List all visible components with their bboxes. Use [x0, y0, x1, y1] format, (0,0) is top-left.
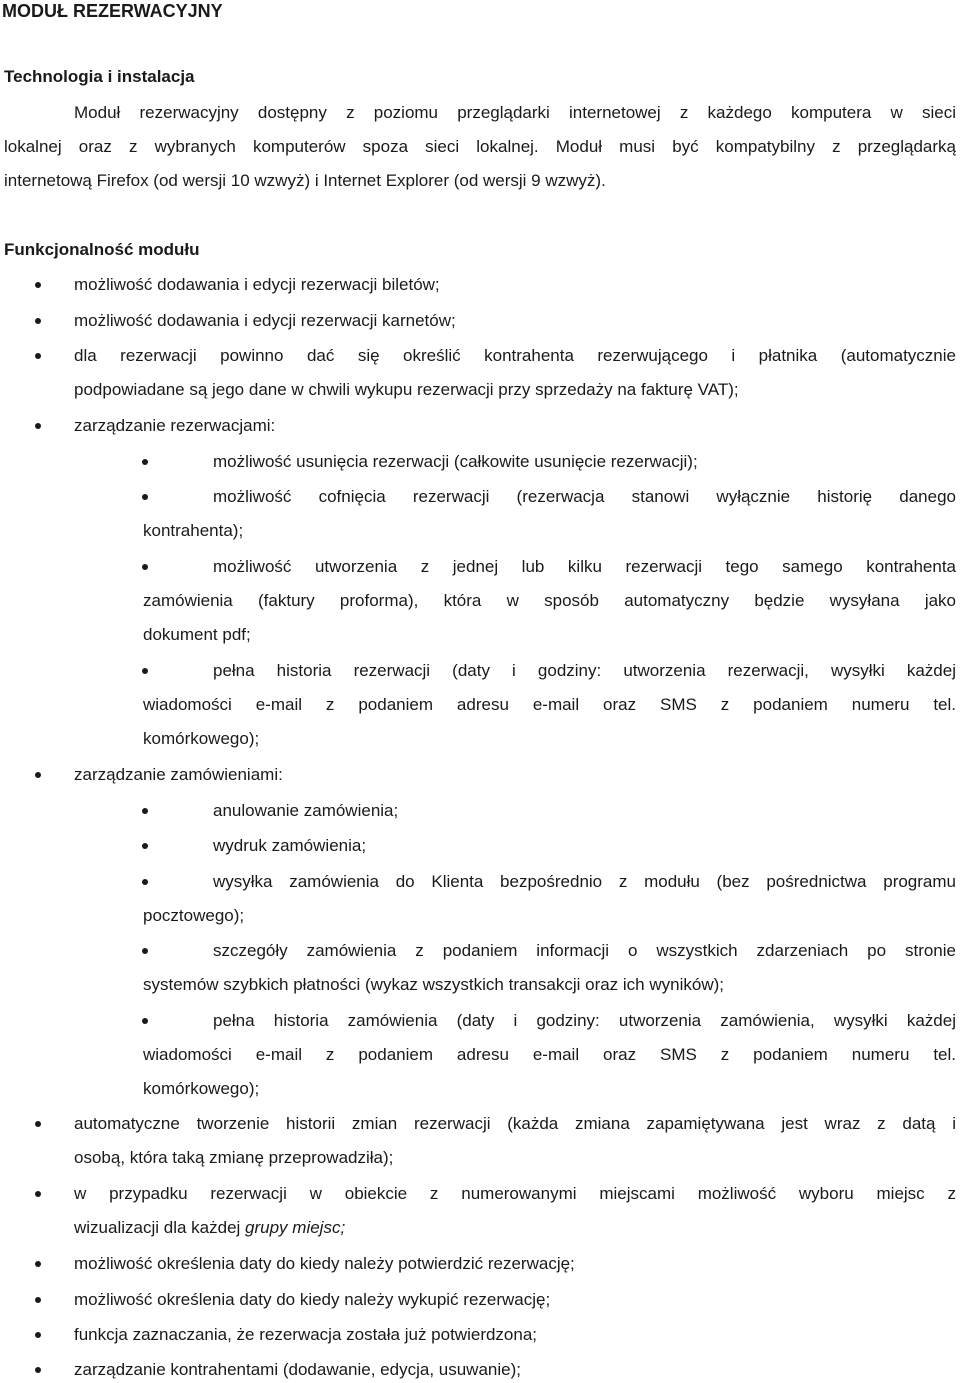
bullet-icon — [35, 282, 41, 288]
bullet-icon — [142, 808, 148, 814]
sublist-item-line: komórkowego); — [143, 1079, 260, 1098]
sublist-item-line: kontrahenta); — [143, 521, 244, 540]
list-item-line: zarządzanie zamówieniami: — [74, 765, 283, 784]
list-item-line: dla rezerwacji powinno dać się określić kontrahenta rezerwującego i płatnika (automatycznie — [74, 346, 956, 365]
bullet-icon — [142, 879, 148, 885]
bullet-icon — [142, 843, 148, 849]
sublist-item-line: wysyłka zamówienia do Klienta bezpośrednio z modułu (bez pośrednictwa programu — [213, 872, 956, 891]
paragraph-line: lokalnej oraz z wybranych komputerów spoza sieci lokalnej. Moduł musi być kompatybilny z przeglądarką — [4, 137, 956, 156]
bullet-icon — [35, 1261, 41, 1267]
sublist-item-line: pełna historia zamówienia (daty i godziny: utworzenia zamówienia, wysyłki każdej — [213, 1011, 956, 1030]
bullet-icon — [142, 564, 148, 570]
bullet-icon — [35, 1332, 41, 1338]
bullet-icon — [35, 772, 41, 778]
italic-text: grupy miejsc; — [245, 1218, 346, 1237]
list-item-line: osobą, która taką zmianę przeprowadziła); — [74, 1148, 394, 1167]
sublist-item-line: możliwość usunięcia rezerwacji (całkowite usunięcie rezerwacji); — [213, 452, 698, 471]
sublist-item-line: komórkowego); — [143, 729, 260, 748]
bullet-icon — [142, 459, 148, 465]
sublist-item-line: możliwość cofnięcia rezerwacji (rezerwacja stanowi wyłącznie historię danego — [213, 487, 956, 506]
list-item-line: zarządzanie rezerwacjami: — [74, 416, 276, 435]
sublist-item-line: pocztowego); — [143, 906, 245, 925]
sublist-item-line: pełna historia rezerwacji (daty i godziny: utworzenia rezerwacji, wysyłki każdej — [213, 661, 956, 680]
paragraph-line: internetową Firefox (od wersji 10 wzwyż) i Internet Explorer (od wersji 9 wzwyż). — [4, 171, 606, 190]
list-item-line: możliwość określenia daty do kiedy należy wykupić rezerwację; — [74, 1290, 551, 1309]
list-item-line: zarządzanie kontrahentami (dodawanie, edycja, usuwanie); — [74, 1360, 521, 1379]
bullet-icon — [142, 494, 148, 500]
bullet-icon — [142, 668, 148, 674]
list-item-line: możliwość dodawania i edycji rezerwacji karnetów; — [74, 311, 456, 330]
list-item-line: funkcja zaznaczania, że rezerwacja została już potwierdzona; — [74, 1325, 538, 1344]
list-item-line: w przypadku rezerwacji w obiekcie z numerowanymi miejscami możliwość wyboru miejsc z — [74, 1184, 956, 1203]
sublist-item-line: systemów szybkich płatności (wykaz wszystkich transakcji oraz ich wyników); — [143, 975, 724, 994]
bullet-icon — [35, 1191, 41, 1197]
bullet-icon — [35, 423, 41, 429]
section-heading-technology: Technologia i instalacja — [4, 67, 195, 86]
bullet-icon — [35, 1297, 41, 1303]
sublist-item-line: możliwość utworzenia z jednej lub kilku rezerwacji tego samego kontrahenta — [213, 557, 956, 576]
section-heading-functionality: Funkcjonalność modułu — [4, 240, 200, 259]
sublist-item-line: wiadomości e-mail z podaniem adresu e-mail oraz SMS z podaniem numeru tel. — [143, 1045, 956, 1064]
sublist-item-line: szczegóły zamówienia z podaniem informacji o wszystkich zdarzeniach po stronie — [213, 941, 956, 960]
sublist-item-line: wiadomości e-mail z podaniem adresu e-mail oraz SMS z podaniem numeru tel. — [143, 695, 956, 714]
sublist-item-line: anulowanie zamówienia; — [213, 801, 399, 820]
paragraph-line: Moduł rezerwacyjny dostępny z poziomu przeglądarki internetowej z każdego komputera w sieci — [74, 103, 956, 122]
list-item-line: wizualizacji dla każdej grupy miejsc; — [74, 1218, 346, 1237]
document-title: MODUŁ REZERWACYJNY — [2, 1, 223, 21]
sublist-item-line: dokument pdf; — [143, 625, 251, 644]
bullet-icon — [35, 1367, 41, 1373]
list-item-line: podpowiadane są jego dane w chwili wykupu rezerwacji przy sprzedaży na fakturę VAT); — [74, 380, 739, 399]
list-item-line: automatyczne tworzenie historii zmian rezerwacji (każda zmiana zapamiętywana jest wraz z datą i — [74, 1114, 956, 1133]
list-item-line: możliwość określenia daty do kiedy należy potwierdzić rezerwację; — [74, 1254, 575, 1273]
sublist-item-line: wydruk zamówienia; — [213, 836, 367, 855]
bullet-icon — [142, 948, 148, 954]
list-item-line: możliwość dodawania i edycji rezerwacji biletów; — [74, 275, 440, 294]
bullet-icon — [35, 1121, 41, 1127]
bullet-icon — [35, 353, 41, 359]
bullet-icon — [35, 318, 41, 324]
bullet-icon — [142, 1018, 148, 1024]
sublist-item-line: zamówienia (faktury proforma), która w sposób automatyczny będzie wysyłana jako — [143, 591, 956, 610]
